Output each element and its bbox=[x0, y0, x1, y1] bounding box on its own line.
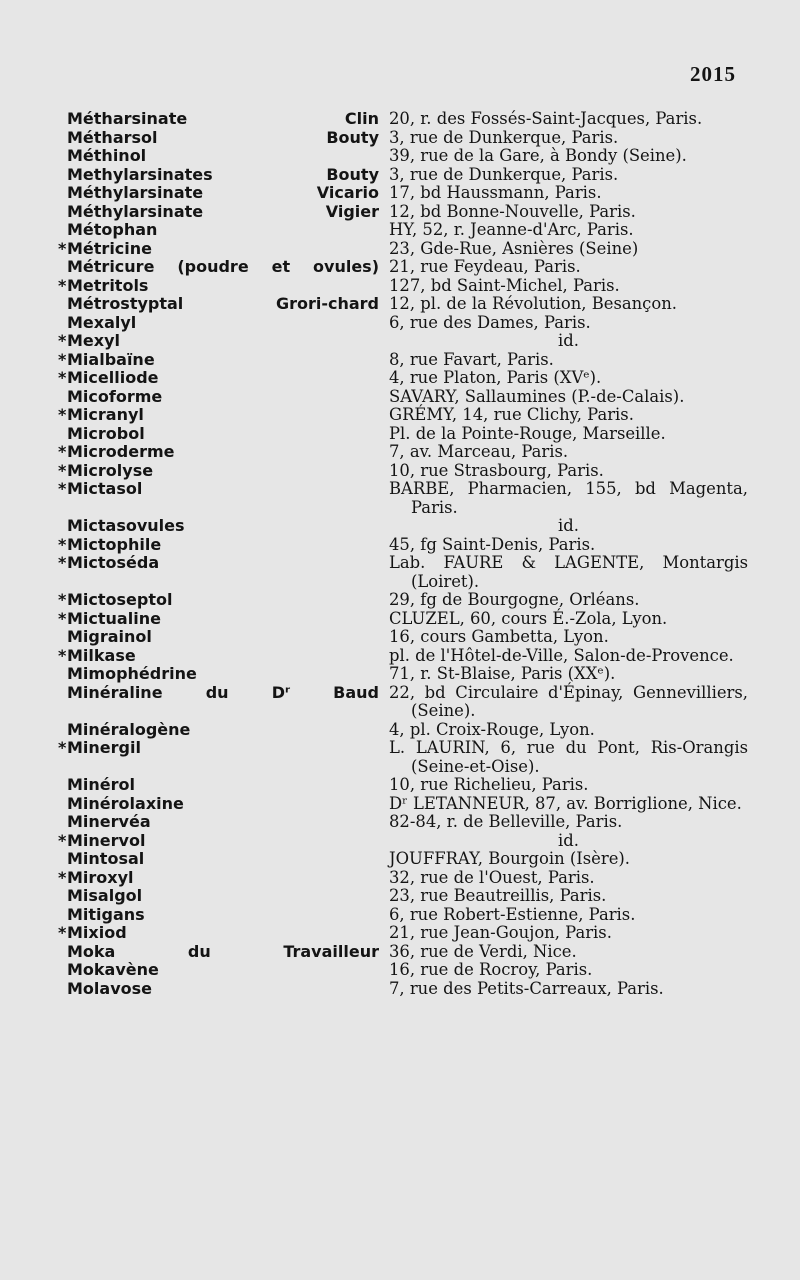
product-name-text: Moka du Travailleur bbox=[67, 941, 379, 961]
address: pl. de l'Hôtel-de-Ville, Salon-de-Provence. bbox=[389, 645, 734, 665]
product-name bbox=[58, 166, 379, 185]
address: 3, rue de Dunkerque, Paris. bbox=[389, 164, 619, 184]
product-name bbox=[58, 610, 379, 629]
list-item bbox=[58, 406, 748, 425]
product-name bbox=[58, 813, 379, 832]
product-name-text: Micoforme bbox=[67, 386, 163, 406]
list-item bbox=[58, 129, 748, 148]
product-name-text: Microbol bbox=[67, 423, 145, 443]
page-number: 2015 bbox=[690, 62, 736, 86]
asterisk-mark: * bbox=[58, 738, 67, 757]
list-item bbox=[58, 924, 748, 943]
address: id. bbox=[558, 516, 579, 535]
list-item bbox=[58, 776, 748, 795]
address: 20, r. des Fossés-Saint-Jacques, Paris. bbox=[389, 109, 703, 128]
list-item bbox=[58, 517, 748, 536]
product-name-text: Minérol bbox=[67, 775, 136, 794]
product-name-text: Métricure (poudre et ovules) bbox=[67, 257, 379, 276]
list-item bbox=[58, 166, 748, 185]
address: 8, rue Favart, Paris. bbox=[389, 349, 554, 369]
list-item bbox=[58, 628, 748, 647]
product-name-text: Mictoséda bbox=[67, 553, 160, 572]
product-name bbox=[58, 443, 379, 462]
address: 127, bd Saint-Michel, Paris. bbox=[389, 275, 620, 295]
product-name-text: Mictasol bbox=[67, 479, 143, 498]
product-name bbox=[58, 517, 379, 536]
product-name bbox=[58, 295, 379, 314]
address: JOUFFRAY, Bourgoin (Isère). bbox=[389, 849, 630, 868]
asterisk-mark: * bbox=[58, 238, 67, 258]
product-name bbox=[58, 258, 379, 277]
product-name bbox=[58, 332, 379, 351]
list-item bbox=[58, 443, 748, 462]
product-name bbox=[58, 647, 379, 666]
product-name-text: Minéralogène bbox=[67, 719, 191, 739]
product-name bbox=[58, 388, 379, 407]
list-item bbox=[58, 536, 748, 555]
product-name-text: Mexyl bbox=[67, 331, 121, 350]
asterisk-mark: * bbox=[58, 923, 67, 942]
asterisk-mark: * bbox=[58, 275, 67, 295]
list-item bbox=[58, 610, 748, 629]
product-name bbox=[58, 425, 379, 444]
product-name bbox=[58, 721, 379, 740]
address: Dʳ LETANNEUR, 87, av. Borriglione, Nice. bbox=[389, 793, 742, 813]
product-name bbox=[58, 554, 379, 573]
list-item bbox=[58, 258, 748, 277]
product-name-text: Mictoseptol bbox=[67, 590, 173, 609]
product-name bbox=[58, 684, 379, 703]
product-name bbox=[58, 203, 379, 222]
product-name-text: Méthylarsinate Vigier bbox=[67, 201, 379, 221]
list-item bbox=[58, 684, 748, 721]
list-item bbox=[58, 221, 748, 240]
product-name-text: Misalgol bbox=[67, 886, 143, 905]
product-name bbox=[58, 351, 379, 370]
product-name bbox=[58, 924, 379, 943]
product-name bbox=[58, 961, 379, 980]
list-item bbox=[58, 388, 748, 407]
list-item bbox=[58, 906, 748, 925]
product-name-text: Minervéa bbox=[67, 812, 151, 831]
address: id. bbox=[558, 331, 579, 350]
product-name bbox=[58, 739, 379, 758]
list-item bbox=[58, 332, 748, 351]
address: Pl. de la Pointe-Rouge, Marseille. bbox=[389, 423, 666, 443]
product-name bbox=[58, 980, 379, 999]
list-item bbox=[58, 351, 748, 370]
product-name-text: Métharsol Bouty bbox=[67, 127, 379, 147]
product-name bbox=[58, 832, 379, 851]
address: 16, rue de Rocroy, Paris. bbox=[389, 960, 593, 979]
list-item bbox=[58, 869, 748, 888]
list-item bbox=[58, 887, 748, 906]
product-name-text: Mictophile bbox=[67, 534, 162, 554]
product-name bbox=[58, 240, 379, 259]
list-item bbox=[58, 295, 748, 314]
address: 82-84, r. de Belleville, Paris. bbox=[389, 812, 623, 831]
product-name bbox=[58, 147, 379, 166]
product-name-text: Methylarsinates Bouty bbox=[67, 164, 379, 184]
address: id. bbox=[558, 830, 579, 850]
list-item bbox=[58, 961, 748, 980]
list-item bbox=[58, 980, 748, 999]
product-name-text: Mitigans bbox=[67, 904, 145, 924]
list-item bbox=[58, 184, 748, 203]
address: 12, bd Bonne-Nouvelle, Paris. bbox=[389, 201, 636, 221]
list-item bbox=[58, 943, 748, 962]
product-name-text: Microlyse bbox=[67, 460, 154, 480]
asterisk-mark: * bbox=[58, 645, 67, 665]
list-item bbox=[58, 813, 748, 832]
product-name bbox=[58, 850, 379, 869]
product-name-text: Metritols bbox=[67, 275, 149, 295]
entry-list bbox=[58, 110, 748, 998]
product-name-text: Minéraline du Dʳ Baud bbox=[67, 682, 379, 702]
list-item bbox=[58, 665, 748, 684]
address: 21, rue Feydeau, Paris. bbox=[389, 257, 581, 276]
address: 4, rue Platon, Paris (XVᵉ). bbox=[389, 368, 602, 387]
product-name-text: Méthinol bbox=[67, 146, 147, 165]
product-name bbox=[58, 943, 379, 962]
address: SAVARY, Sallaumines (P.-de-Calais). bbox=[389, 386, 685, 406]
asterisk-mark: * bbox=[58, 867, 67, 887]
product-name-text: Métrostyptal Grori-chard bbox=[67, 294, 379, 313]
product-name-text: Minervol bbox=[67, 830, 146, 850]
address: L. LAURIN, 6, rue du Pont, Ris-Orangis (Seine-et-Oise). bbox=[389, 738, 748, 776]
product-name-text: Mexalyl bbox=[67, 312, 137, 332]
address: HY, 52, r. Jeanne-d'Arc, Paris. bbox=[389, 220, 634, 239]
asterisk-mark: * bbox=[58, 331, 67, 350]
address: GRÉMY, 14, rue Clichy, Paris. bbox=[389, 405, 634, 424]
product-name-text: Minergil bbox=[67, 738, 141, 757]
product-name bbox=[58, 184, 379, 203]
product-name-text: Mictualine bbox=[67, 608, 161, 628]
asterisk-mark: * bbox=[58, 830, 67, 850]
address: Lab. FAURE & LAGENTE, Montargis (Loiret). bbox=[389, 553, 748, 591]
asterisk-mark: * bbox=[58, 368, 67, 387]
asterisk-mark: * bbox=[58, 534, 67, 554]
address: 7, rue des Petits-Carreaux, Paris. bbox=[389, 978, 664, 998]
product-name-text: Méthylarsinate Vicario bbox=[67, 183, 379, 202]
product-name bbox=[58, 628, 379, 647]
list-item bbox=[58, 110, 748, 129]
product-name bbox=[58, 776, 379, 795]
address: CLUZEL, 60, cours É.-Zola, Lyon. bbox=[389, 608, 668, 628]
asterisk-mark: * bbox=[58, 553, 67, 572]
list-item bbox=[58, 277, 748, 296]
address: 3, rue de Dunkerque, Paris. bbox=[389, 127, 619, 147]
address: 23, rue Beautreillis, Paris. bbox=[389, 886, 607, 905]
address: 16, cours Gambetta, Lyon. bbox=[389, 627, 609, 646]
product-name-text: Milkase bbox=[67, 645, 136, 665]
product-name bbox=[58, 462, 379, 481]
product-name-text: Métophan bbox=[67, 220, 158, 239]
list-item bbox=[58, 203, 748, 222]
product-name bbox=[58, 887, 379, 906]
product-name bbox=[58, 795, 379, 814]
list-item bbox=[58, 462, 748, 481]
address: 71, r. St-Blaise, Paris (XXᵉ). bbox=[389, 664, 616, 683]
asterisk-mark: * bbox=[58, 479, 67, 498]
product-name-text: Mialbaïne bbox=[67, 349, 155, 369]
product-name bbox=[58, 314, 379, 333]
address: 32, rue de l'Ouest, Paris. bbox=[389, 867, 595, 887]
product-name bbox=[58, 480, 379, 499]
product-name bbox=[58, 277, 379, 296]
address: 10, rue Strasbourg, Paris. bbox=[389, 460, 604, 480]
product-name bbox=[58, 665, 379, 684]
address: BARBE, Pharmacien, 155, bd Magenta, Paris. bbox=[389, 479, 748, 517]
product-name bbox=[58, 406, 379, 425]
product-name-text: Micranyl bbox=[67, 405, 144, 424]
product-name-text: Métharsinate Clin bbox=[67, 109, 379, 128]
product-name bbox=[58, 110, 379, 129]
address: 45, fg Saint-Denis, Paris. bbox=[389, 534, 596, 554]
product-name-text: Molavose bbox=[67, 978, 152, 998]
product-name bbox=[58, 221, 379, 240]
product-name-text: Miroxyl bbox=[67, 867, 134, 887]
product-name-text: Métricine bbox=[67, 238, 153, 258]
list-item bbox=[58, 850, 748, 869]
list-item bbox=[58, 425, 748, 444]
product-name-text: Migrainol bbox=[67, 627, 152, 646]
product-name bbox=[58, 369, 379, 388]
address: 39, rue de la Gare, à Bondy (Seine). bbox=[389, 146, 687, 165]
address: 22, bd Circulaire d'Épinay, Gennevilliers, (Seine). bbox=[389, 682, 748, 720]
asterisk-mark: * bbox=[58, 608, 67, 628]
list-item bbox=[58, 739, 748, 776]
list-item bbox=[58, 591, 748, 610]
product-name-text: Mokavène bbox=[67, 960, 159, 979]
list-item bbox=[58, 240, 748, 259]
list-item bbox=[58, 480, 748, 517]
asterisk-mark: * bbox=[58, 590, 67, 609]
list-item bbox=[58, 795, 748, 814]
product-name-text: Minérolaxine bbox=[67, 793, 184, 813]
product-name bbox=[58, 591, 379, 610]
address: 10, rue Richelieu, Paris. bbox=[389, 775, 589, 794]
asterisk-mark: * bbox=[58, 460, 67, 480]
product-name-text: Microderme bbox=[67, 442, 175, 461]
address: 12, pl. de la Révolution, Besançon. bbox=[389, 294, 677, 313]
list-item bbox=[58, 647, 748, 666]
asterisk-mark: * bbox=[58, 442, 67, 461]
product-name-text: Mixiod bbox=[67, 923, 127, 942]
product-name-text: Mimophédrine bbox=[67, 664, 197, 683]
address: 17, bd Haussmann, Paris. bbox=[389, 183, 602, 202]
product-name bbox=[58, 869, 379, 888]
asterisk-mark: * bbox=[58, 405, 67, 424]
product-name bbox=[58, 536, 379, 555]
list-item bbox=[58, 369, 748, 388]
address: 23, Gde-Rue, Asnières (Seine) bbox=[389, 238, 639, 258]
product-name-text: Mictasovules bbox=[67, 516, 185, 535]
list-item bbox=[58, 554, 748, 591]
address: 6, rue Robert-Estienne, Paris. bbox=[389, 904, 636, 924]
address: 29, fg de Bourgogne, Orléans. bbox=[389, 590, 640, 609]
product-name-text: Mintosal bbox=[67, 849, 145, 868]
address: 4, pl. Croix-Rouge, Lyon. bbox=[389, 719, 595, 739]
asterisk-mark: * bbox=[58, 349, 67, 369]
address: 6, rue des Dames, Paris. bbox=[389, 312, 591, 332]
list-item bbox=[58, 832, 748, 851]
list-item bbox=[58, 314, 748, 333]
address: 7, av. Marceau, Paris. bbox=[389, 442, 569, 461]
list-item bbox=[58, 721, 748, 740]
address: 36, rue de Verdi, Nice. bbox=[389, 941, 577, 961]
address: 21, rue Jean-Goujon, Paris. bbox=[389, 923, 612, 942]
product-name bbox=[58, 906, 379, 925]
product-name bbox=[58, 129, 379, 148]
product-name-text: Micelliode bbox=[67, 368, 159, 387]
list-item bbox=[58, 147, 748, 166]
